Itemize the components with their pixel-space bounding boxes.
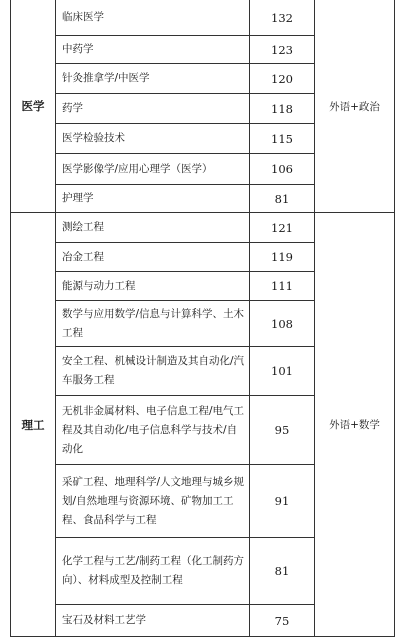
category-cell: 医学 [21,99,45,113]
min-score: 81 [274,564,290,578]
min-score: 111 [271,279,293,293]
major-name: 医学影像学/应用心理学（医学） [62,162,213,175]
exam-subjects-cell: 外语+政治 [329,100,380,113]
min-score: 95 [274,423,290,437]
major-name: 数学与应用数学/信息与计算科学、土木工程 [62,307,245,339]
category-cell: 理工 [21,417,45,432]
min-score: 123 [271,42,293,57]
min-score: 75 [274,613,290,628]
major-name: 测绘工程 [62,221,104,233]
major-name: 冶金工程 [62,250,104,263]
min-score: 81 [274,191,290,206]
major-name: 针灸推拿学/中医学 [62,72,150,84]
major-name: 宝石及材料工艺学 [62,614,146,626]
major-name: 医学检验技术 [62,132,125,144]
min-score: 108 [271,316,293,331]
min-score: 119 [271,250,293,264]
exam-subjects-cell: 外语+数学 [329,419,380,431]
min-score: 121 [271,220,293,235]
min-score: 115 [271,131,293,146]
min-score: 132 [271,10,293,25]
min-score: 91 [274,494,290,508]
major-name: 化学工程与工艺/制药工程（化工制药方向）、材料成型及控制工程 [62,555,245,586]
major-name: 临床医学 [62,11,104,23]
major-name: 无机非金属材料、电子信息工程/电气工程及其自动化/电子信息科学与技术/自动化 [62,404,245,455]
min-score: 118 [271,101,293,116]
major-name: 中药学 [62,43,94,55]
major-name: 安全工程、机械设计制造及其自动化/汽车服务工程 [62,355,245,386]
min-score: 101 [271,364,293,378]
major-name: 采矿工程、地理科学/人文地理与城乡规划/自然地理与资源环境、矿物加工工程、食品科学与工程 [62,475,245,526]
major-name: 能源与动力工程 [62,279,136,292]
major-name: 药学 [62,102,83,114]
major-name: 护理学 [62,192,94,204]
min-score: 106 [271,162,293,176]
table-border-right [394,0,395,636]
table-border-bottom [10,636,395,637]
min-score: 120 [271,71,293,86]
